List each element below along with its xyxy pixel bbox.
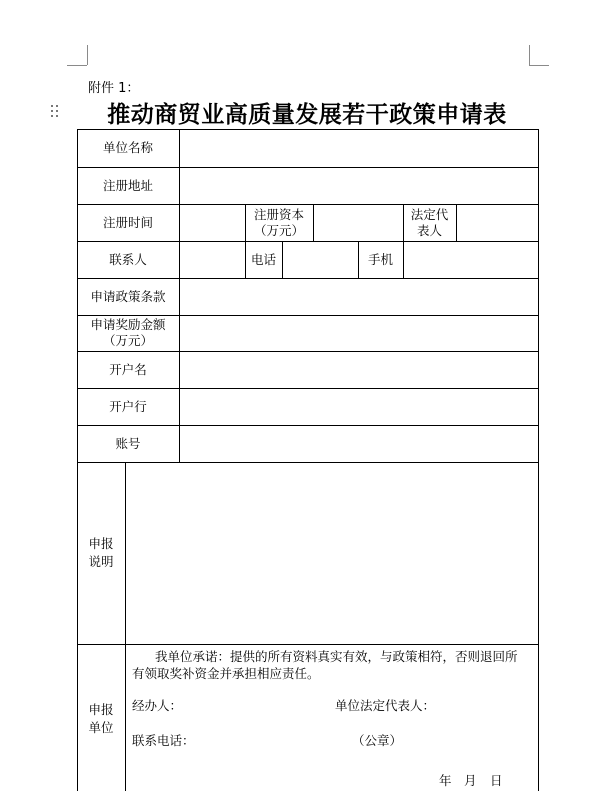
attachment-label: 附件 1： [88,81,140,96]
page-title: 推动商贸业高质量发展若干政策申请表 [107,102,507,128]
policy-clause-label: 申请政策条款 [90,288,166,304]
legal-rep-label: 法定代 表人 [410,206,449,238]
reg-time-field[interactable] [179,204,245,241]
commitment-line-1: 我单位承诺：提供的所有资料真实有效，与政策相符，否则退回所 [155,649,518,664]
contact-label: 联系人 [109,251,147,267]
reg-capital-field[interactable] [313,204,403,241]
mobile-label: 手机 [367,251,393,267]
application-form-table [77,129,539,791]
crop-mark [529,65,549,66]
date-year: 年 [439,773,452,788]
declare-unit-label: 申报 单位 [88,702,114,735]
bank-label: 开户行 [109,398,147,414]
declare-desc-field[interactable] [125,462,539,644]
date-month: 月 [464,773,477,788]
account-no-field[interactable] [179,425,539,462]
account-name-field[interactable] [179,351,539,388]
policy-clause-field[interactable] [179,278,539,315]
phone-field[interactable] [282,241,358,278]
legal-rep-field[interactable] [456,204,539,241]
handler-label: 经办人： [132,698,183,713]
reward-amount-field[interactable] [179,315,539,351]
reg-address-field[interactable] [179,167,539,204]
seal-label: （公章） [352,733,403,748]
reg-address-label: 注册地址 [102,177,153,193]
unit-name-label: 单位名称 [102,140,153,155]
reg-capital-label: 注册资本 （万元） [253,206,304,238]
crop-mark [529,45,530,65]
account-no-label: 账号 [115,435,141,451]
date-day: 日 [490,773,503,788]
reward-amount-label: 申请奖励金额 （万元） [90,317,166,348]
legal-rep-sign-label: 单位法定代表人： [335,698,436,713]
declare-desc-label: 申报 说明 [88,536,114,569]
bank-field[interactable] [179,388,539,425]
mobile-field[interactable] [403,241,539,278]
crop-mark [67,65,87,66]
contact-field[interactable] [179,241,245,278]
crop-mark [87,45,88,65]
contact-phone-label: 联系电话： [132,733,195,748]
commitment-line-2: 有领取奖补资金并承担相应责任。 [132,666,320,681]
account-name-label: 开户名 [109,361,147,377]
unit-name-field[interactable] [179,129,539,167]
reg-time-label: 注册时间 [102,214,153,230]
phone-label: 电话 [250,251,276,267]
